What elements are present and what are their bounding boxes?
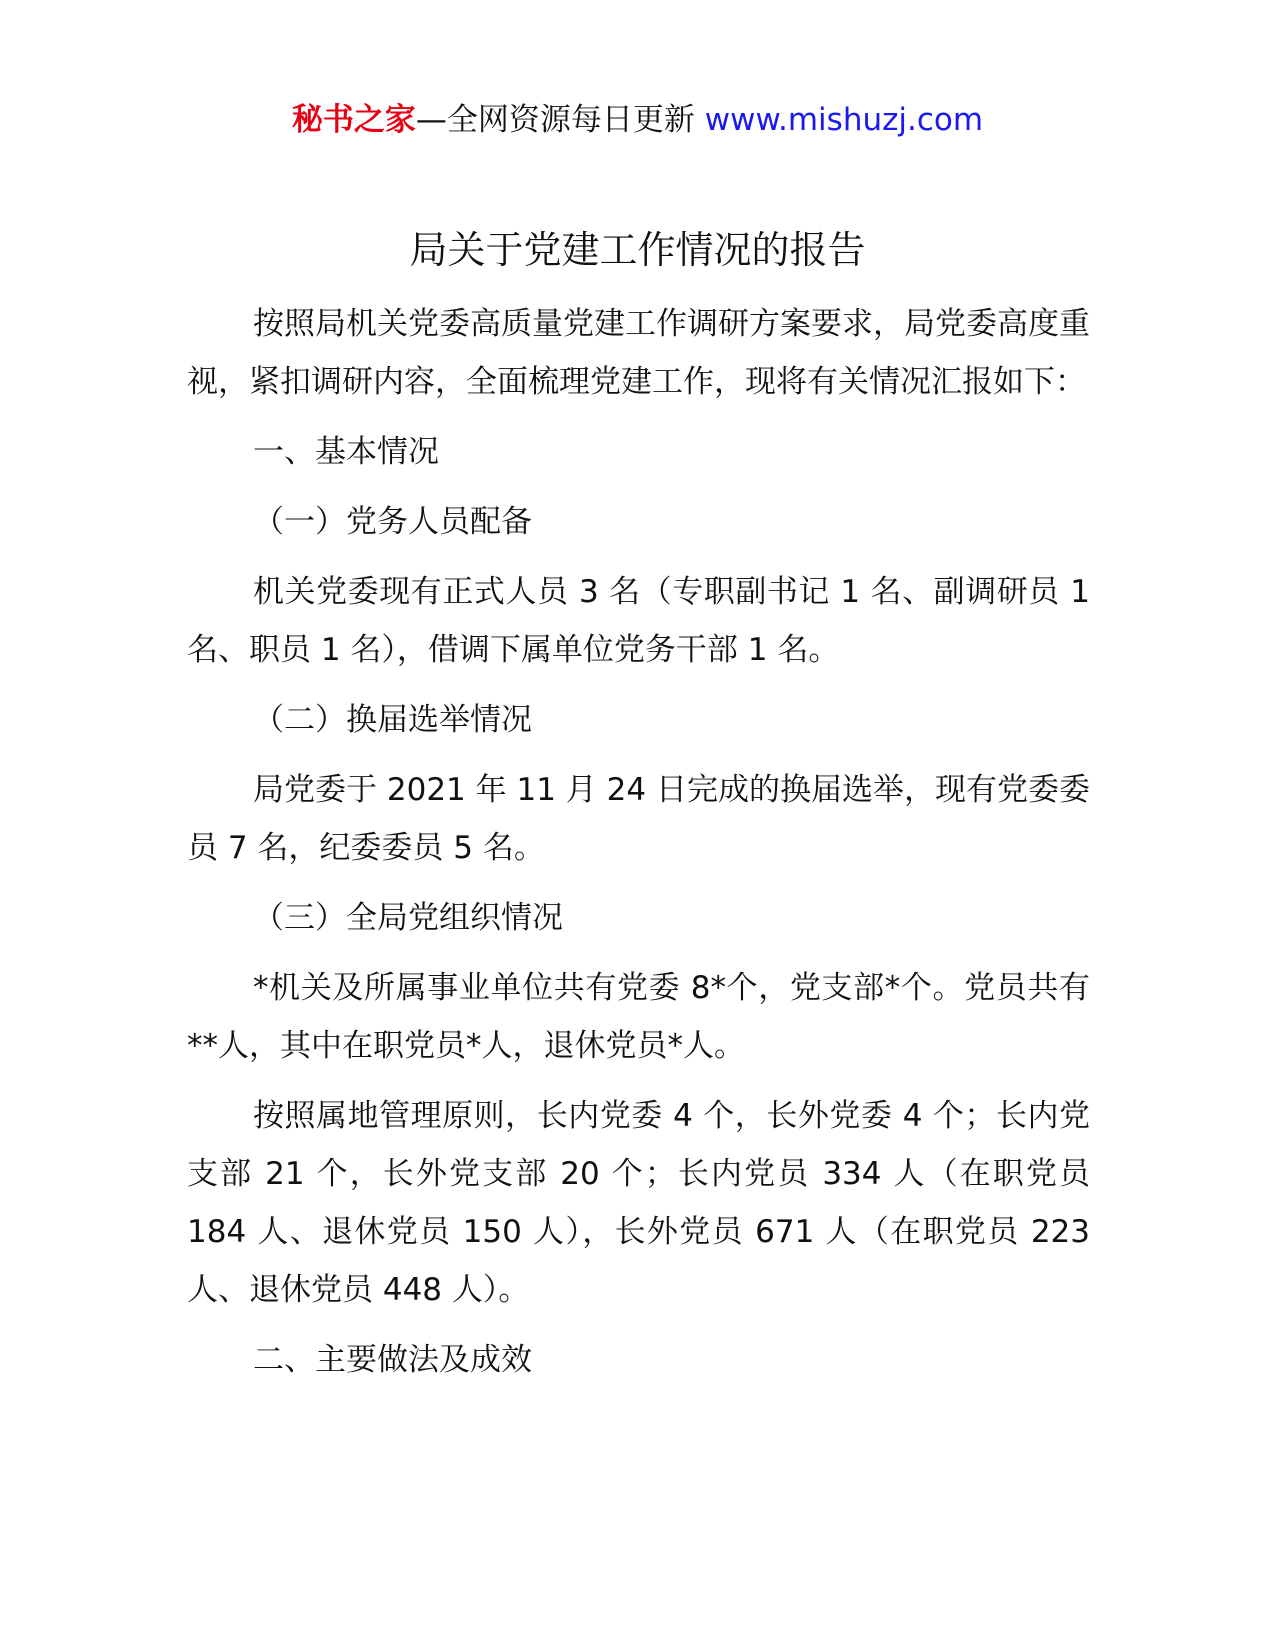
- document-title: 局关于党建工作情况的报告: [409, 228, 866, 272]
- subsection-heading-organizations: （三）全局党组织情况: [253, 900, 563, 936]
- section-heading-basic-situation: 一、基本情况: [253, 434, 439, 470]
- document-body: [187, 295, 1090, 1401]
- header-tagline: —全网资源每日更新: [415, 102, 695, 138]
- section-heading-main-practices: 二、主要做法及成效: [253, 1342, 532, 1378]
- intro-paragraph: 按照局机关党委高质量党建工作调研方案要求，局党委高度重视，紧扣调研内容，全面梳理党建工作，现将有关情况汇报如下：: [187, 306, 1090, 400]
- subsection-heading-election: （二）换届选举情况: [253, 702, 532, 738]
- organizations-paragraph: *机关及所属事业单位共有党委 8*个，党支部*个。党员共有**人，其中在职党员*人，退休党员*人。: [187, 970, 1090, 1064]
- brand-name: 秘书之家: [291, 102, 416, 138]
- site-url-link[interactable]: www.mishuzj.com: [704, 102, 984, 138]
- site-header: [0, 100, 1275, 140]
- staffing-paragraph: 机关党委现有正式人员 3 名（专职副书记 1 名、副调研员 1 名、职员 1 名），借调下属单位党务干部 1 名。: [187, 574, 1090, 668]
- subsection-heading-staffing: （一）党务人员配备: [253, 504, 532, 540]
- territorial-paragraph: 按照属地管理原则，长内党委 4 个，长外党委 4 个；长内党支部 21 个，长外党支部 20 个；长内党员 334 人（在职党员 184 人、退休党员 150 人），长外党员 671 人（在职党员 223 人、退休党员 448 人）。: [187, 1098, 1090, 1308]
- election-paragraph: 局党委于 2021 年 11 月 24 日完成的换届选举，现有党委委员 7 名，纪委委员 5 名。: [187, 772, 1090, 866]
